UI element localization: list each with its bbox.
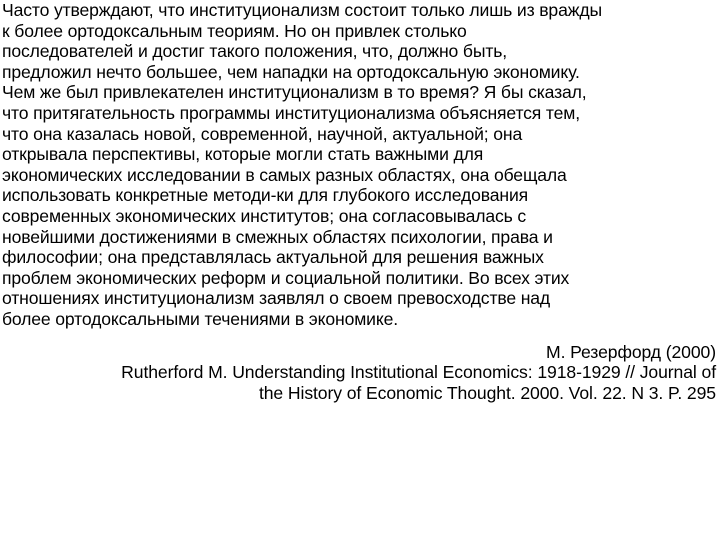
text-line: философии; она представлялась актуальной для решения важных	[2, 247, 544, 268]
bibliographic-citation	[2, 362, 716, 403]
citation-line: the History of Economic Thought. 2000. Vol. 22. N 3. P. 295	[258, 382, 716, 403]
text-line: Часто утверждают, что институционализм состоит только лишь из вражды	[2, 0, 602, 20]
text-line: к более ортодоксальным теориям. Но он привлек столько	[2, 20, 467, 41]
text-line: Чем же был привлекателен институционализм в то время? Я бы сказал,	[2, 82, 587, 103]
text-line: что притягательность программы институционализма объясняется тем,	[2, 102, 580, 123]
text-line: последователей и достиг такого положения, что, должно быть,	[2, 41, 508, 62]
citation-line: Rutherford M. Understanding Institutional Economics: 1918-1929 // Journal of	[121, 362, 716, 383]
text-line: предложил нечто большее, чем нападки на ортодоксальную экономику.	[2, 61, 580, 82]
quote-attribution: М. Резерфорд (2000)	[546, 341, 716, 362]
quote-paragraph-1	[2, 0, 716, 82]
text-line: новейшими достижениями в смежных областях психологии, права и	[2, 226, 553, 247]
slide-content	[2, 0, 716, 403]
text-line: открывала перспективы, которые могли стать важными для	[2, 144, 484, 165]
text-line: экономических исследовании в самых разных областях, она обещала	[2, 164, 567, 185]
text-line: что она казалась новой, современной, научной, актуальной; она	[2, 123, 523, 144]
quote-paragraph-2	[2, 82, 716, 329]
text-line: отношениях институционализм заявлял о своем превосходстве над	[2, 288, 551, 309]
text-line: современных экономических институтов; она согласовывалась с	[2, 205, 527, 226]
text-line: проблем экономических реформ и социальной политики. Во всех этих	[2, 267, 570, 288]
text-line: более ортодоксальными течениями в экономике.	[2, 308, 398, 329]
text-line: использовать конкретные методи-ки для глубокого исследования	[2, 185, 529, 206]
